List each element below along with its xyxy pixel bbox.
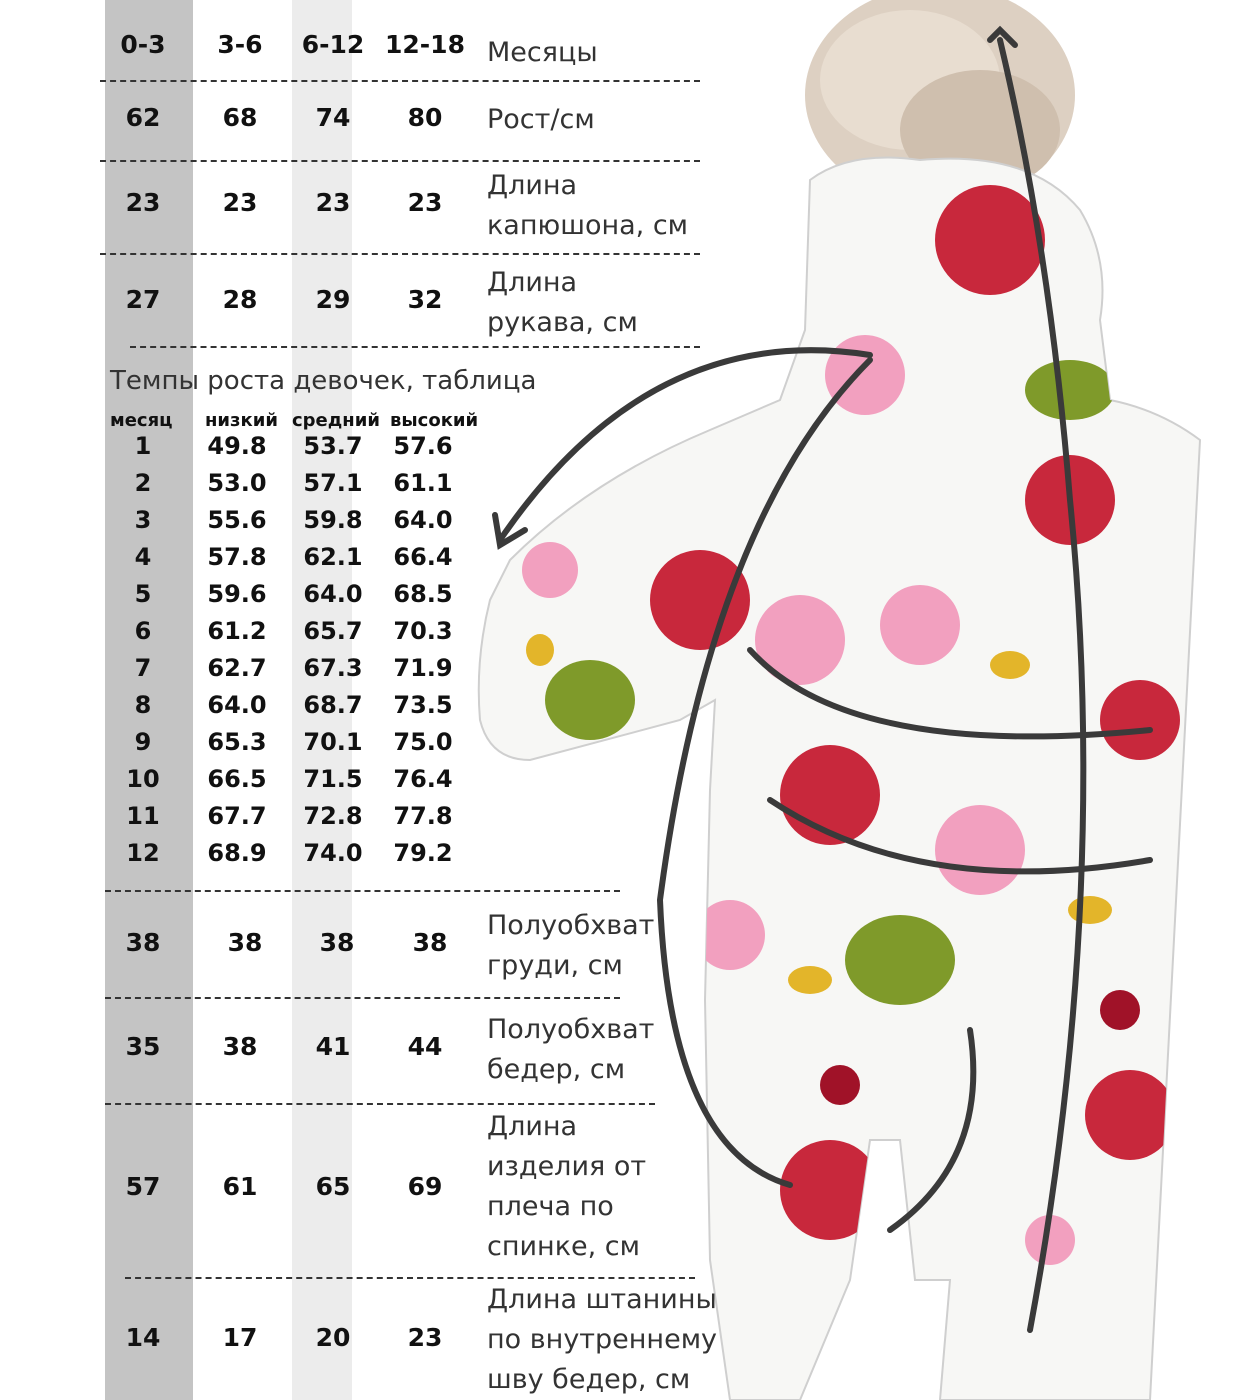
- chest-label: Полуобхват груди, см: [487, 910, 655, 981]
- sleeve-length-value: 32: [407, 285, 443, 314]
- growth-mid: 71.5: [303, 765, 363, 793]
- hood-length-label: Длина капюшона, см: [487, 170, 689, 241]
- growth-high: 75.0: [393, 728, 453, 756]
- growth-header-mid: средний: [292, 410, 380, 431]
- growth-mid: 65.7: [303, 617, 363, 645]
- growth-row: [0, 802, 500, 839]
- growth-low: 57.8: [207, 543, 267, 571]
- garment-length-value: 61: [222, 1172, 258, 1201]
- growth-high: 73.5: [393, 691, 453, 719]
- sleeve-length-value: 28: [222, 285, 258, 314]
- inseam-value: 20: [315, 1323, 351, 1352]
- growth-row: [0, 691, 500, 728]
- growth-row: [0, 506, 500, 543]
- growth-row: [0, 543, 500, 580]
- chest-value: 38: [319, 928, 355, 957]
- divider: [105, 1103, 655, 1105]
- growth-high: 70.3: [393, 617, 453, 645]
- hips-value: 44: [407, 1032, 443, 1061]
- growth-low: 66.5: [207, 765, 267, 793]
- growth-low: 64.0: [207, 691, 267, 719]
- growth-month: 2: [134, 469, 152, 497]
- growth-high: 68.5: [393, 580, 453, 608]
- growth-month: 11: [126, 802, 160, 830]
- growth-low: 59.6: [207, 580, 267, 608]
- growth-header-month: месяц: [110, 410, 173, 431]
- hood-length-value: 23: [407, 188, 443, 217]
- growth-row: [0, 617, 500, 654]
- inseam-value: 23: [407, 1323, 443, 1352]
- growth-mid: 62.1: [303, 543, 363, 571]
- garment-length-value: 65: [315, 1172, 351, 1201]
- growth-high: 64.0: [393, 506, 453, 534]
- garment-length-value: 57: [125, 1172, 161, 1201]
- divider: [125, 1277, 695, 1279]
- growth-low: 65.3: [207, 728, 267, 756]
- chest-value: 38: [412, 928, 448, 957]
- hips-value: 35: [125, 1032, 161, 1061]
- growth-mid: 74.0: [303, 839, 363, 867]
- divider: [100, 253, 700, 255]
- divider: [130, 346, 700, 348]
- growth-month: 7: [134, 654, 152, 682]
- growth-low: 62.7: [207, 654, 267, 682]
- age-0-3: 0-3: [120, 30, 166, 59]
- growth-low: 68.9: [207, 839, 267, 867]
- ages-label: Месяцы: [487, 37, 598, 68]
- chest-value: 38: [125, 928, 161, 957]
- growth-low: 61.2: [207, 617, 267, 645]
- divider: [100, 160, 700, 162]
- growth-header-high: высокий: [390, 410, 479, 431]
- divider: [105, 890, 620, 892]
- growth-mid: 57.1: [303, 469, 363, 497]
- hood-length-value: 23: [315, 188, 351, 217]
- growth-table-title: Темпы роста девочек, таблица: [110, 366, 537, 396]
- chest-value: 38: [227, 928, 263, 957]
- inseam-label: Длина штанины по внутреннему шву бедер, см: [487, 1284, 718, 1395]
- growth-month: 12: [126, 839, 160, 867]
- garment-length-label: Длина изделия от плеча по спинке, см: [487, 1111, 647, 1262]
- growth-mid: 68.7: [303, 691, 363, 719]
- sleeve-length-value: 29: [315, 285, 351, 314]
- growth-row: [0, 728, 500, 765]
- height-value: 68: [222, 103, 258, 132]
- inseam-value: 17: [222, 1323, 258, 1352]
- growth-row: [0, 580, 500, 617]
- growth-high: 66.4: [393, 543, 453, 571]
- hood-length-value: 23: [222, 188, 258, 217]
- sleeve-length-label: Длина рукава, см: [487, 267, 638, 338]
- growth-mid: 64.0: [303, 580, 363, 608]
- growth-high: 57.6: [393, 432, 453, 460]
- growth-month: 4: [134, 543, 152, 571]
- growth-mid: 72.8: [303, 802, 363, 830]
- growth-mid: 67.3: [303, 654, 363, 682]
- height-value: 74: [315, 103, 351, 132]
- growth-high: 71.9: [393, 654, 453, 682]
- growth-mid: 59.8: [303, 506, 363, 534]
- growth-row: [0, 469, 500, 506]
- height-label: Рост/см: [487, 104, 595, 135]
- divider: [100, 80, 700, 82]
- growth-month: 3: [134, 506, 152, 534]
- height-value: 80: [407, 103, 443, 132]
- growth-header-low: низкий: [205, 410, 278, 431]
- growth-high: 61.1: [393, 469, 453, 497]
- growth-high: 79.2: [393, 839, 453, 867]
- growth-mid: 53.7: [303, 432, 363, 460]
- growth-low: 49.8: [207, 432, 267, 460]
- age-12-18: 12-18: [385, 30, 465, 59]
- growth-row: [0, 765, 500, 802]
- hood-length-value: 23: [125, 188, 161, 217]
- growth-month: 9: [134, 728, 152, 756]
- growth-mid: 70.1: [303, 728, 363, 756]
- growth-month: 10: [126, 765, 160, 793]
- growth-high: 76.4: [393, 765, 453, 793]
- growth-month: 5: [134, 580, 152, 608]
- hips-value: 38: [222, 1032, 258, 1061]
- hips-label: Полуобхват бедер, см: [487, 1014, 655, 1085]
- inseam-value: 14: [125, 1323, 161, 1352]
- garment-length-value: 69: [407, 1172, 443, 1201]
- growth-low: 53.0: [207, 469, 267, 497]
- growth-row: [0, 839, 500, 876]
- growth-month: 6: [134, 617, 152, 645]
- sleeve-length-value: 27: [125, 285, 161, 314]
- divider: [105, 997, 620, 999]
- age-3-6: 3-6: [217, 30, 263, 59]
- growth-row: [0, 654, 500, 691]
- growth-row: [0, 432, 500, 469]
- hips-value: 41: [315, 1032, 351, 1061]
- growth-month: 8: [134, 691, 152, 719]
- growth-month: 1: [134, 432, 152, 460]
- growth-low: 67.7: [207, 802, 267, 830]
- growth-high: 77.8: [393, 802, 453, 830]
- height-value: 62: [125, 103, 161, 132]
- growth-low: 55.6: [207, 506, 267, 534]
- age-6-12: 6-12: [301, 30, 365, 59]
